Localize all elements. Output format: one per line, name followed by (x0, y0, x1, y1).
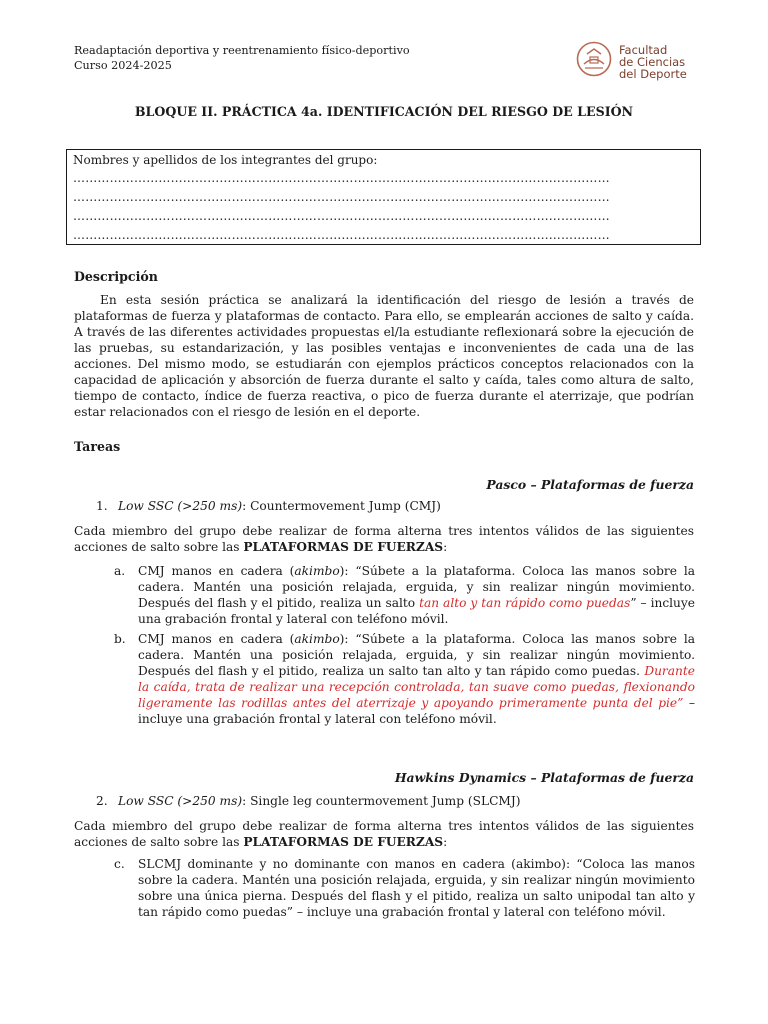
platform-label-pasco: Pasco – Plataformas de fuerza (486, 477, 694, 492)
course-name: Readaptación deportiva y reentrenamiento físico-deportivo (74, 44, 410, 57)
names-label: Nombres y apellidos de los integrantes del grupo: (73, 153, 378, 167)
course-header (74, 43, 410, 73)
task-1-ssc: Low SSC (>250 ms) (118, 499, 243, 513)
task-item-b (114, 631, 695, 727)
item-b-text (138, 631, 695, 727)
item-a-akimbo: akimbo (294, 564, 340, 578)
faculty-logo (575, 40, 715, 80)
intro-colon: : (443, 835, 448, 849)
platform-label-hawkins: Hawkins Dynamics – Plataformas de fuerza (394, 770, 694, 785)
item-b-part: ): “Súbete a la plataforma. Coloca las manos sobre la cadera. Mantén una posición relajada, erguida, y sin realizar ningún movimiento. Después del flash y el pitido, realiza un salto tan alto y tan rápido como puedas. (138, 632, 695, 678)
item-b-part: CMJ manos en cadera ( (138, 632, 295, 646)
logo-line-1: Facultad (619, 43, 668, 57)
task-2-intro (74, 818, 694, 850)
logo-text (619, 44, 687, 80)
intro-text: Cada miembro del grupo debe realizar de forma alterna tres intentos válidos de las siguientes acciones de salto sobre las (74, 819, 694, 849)
logo-line-3: del Deporte (619, 67, 687, 81)
task-1-intro (74, 523, 694, 555)
item-marker: b. (114, 632, 126, 646)
task-1-title (96, 499, 441, 513)
intro-text: Cada miembro del grupo debe realizar de forma alterna tres intentos válidos de las siguientes acciones de salto sobre las (74, 524, 694, 554)
intro-emphasis: PLATAFORMAS DE FUERZAS (243, 835, 444, 849)
item-b-highlight: Durante la caída, trata de realizar una recepción controlada, tan suave como puedas, flexionando ligeramente las rodillas antes del aterrizaje y apoyando primeramente punta del pie” (138, 664, 695, 710)
dotted-line[interactable]: …………………………………………………………………………………………………………………… (73, 171, 610, 185)
item-a-highlight: tan alto y tan rápido como puedas (419, 596, 631, 610)
item-a-text (138, 563, 695, 627)
logo-line-2: de Ciencias (619, 55, 686, 69)
dotted-line[interactable]: …………………………………………………………………………………………………………………… (73, 228, 610, 242)
tareas-heading: Tareas (74, 439, 121, 454)
item-a-part: CMJ manos en cadera ( (138, 564, 295, 578)
faculty-emblem-icon (575, 40, 613, 78)
item-marker: a. (114, 564, 126, 578)
task-2-name: : Single leg countermovement Jump (SLCMJ) (242, 794, 521, 808)
item-c-text: SLCMJ dominante y no dominante con manos en cadera (akimbo): “Coloca las manos sobre la cadera. Mantén una posición relajada, erguida, y sin realizar ningún movimiento sobre una única pierna. Después del flash y el pitido, realiza un salto unipodal tan alto y tan rápido como puedas” – incluye una grabación frontal y lateral con teléfono móvil. (138, 857, 695, 919)
dotted-line[interactable]: …………………………………………………………………………………………………………………… (73, 190, 610, 204)
intro-emphasis: PLATAFORMAS DE FUERZAS (243, 540, 444, 554)
item-marker: c. (114, 857, 125, 871)
task-2-number: 2. (96, 794, 108, 808)
item-b-part: – incluye una grabación frontal y lateral con teléfono móvil. (138, 696, 696, 726)
item-a-part: ” – incluye una grabación frontal y lateral con teléfono móvil. (138, 596, 696, 626)
task-2-ssc: Low SSC (>250 ms) (118, 794, 243, 808)
task-item-c (114, 856, 695, 920)
task-1-name: : Countermovement Jump (CMJ) (242, 499, 441, 513)
descripcion-heading: Descripción (74, 269, 158, 284)
task-1-number: 1. (96, 499, 108, 513)
intro-colon: : (443, 540, 448, 554)
page-title: BLOQUE II. PRÁCTICA 4a. IDENTIFICACIÓN DEL RIESGO DE LESIÓN (134, 104, 634, 119)
item-b-akimbo: akimbo (294, 632, 340, 646)
task-2-title (96, 794, 521, 808)
course-year: Curso 2024-2025 (74, 59, 172, 72)
item-a-part: ): “Súbete a la plataforma. Coloca las manos sobre la cadera. Mantén una posición relajada, erguida, y sin realizar ningún movimiento. Después del flash y el pitido, realiza un salto (138, 564, 695, 610)
task-item-a (114, 563, 695, 627)
descripcion-text: En esta sesión práctica se analizará la identificación del riesgo de lesión a través de plataformas de fuerza y plataformas de contacto. Para ello, se emplearán acciones de salto y caída. A través de las diferentes actividades propuestas el/la estudiante reflexionará sobre la ejecución de las pruebas, su estandarización, y las posibles ventajas e inconvenientes de cada una de las acciones. Del mismo modo, se estudiarán con ejemplos prácticos conceptos relacionados con la capacidad de aplicación y absorción de fuerza durante el salto y caída, tales como altura de salto, tiempo de contacto, índice de fuerza reactiva, o pico de fuerza durante el aterrizaje, que podrían estar relacionados con el riesgo de lesión en el deporte. (74, 293, 694, 419)
dotted-line[interactable]: …………………………………………………………………………………………………………………… (73, 209, 610, 223)
group-names-box[interactable] (66, 149, 701, 245)
